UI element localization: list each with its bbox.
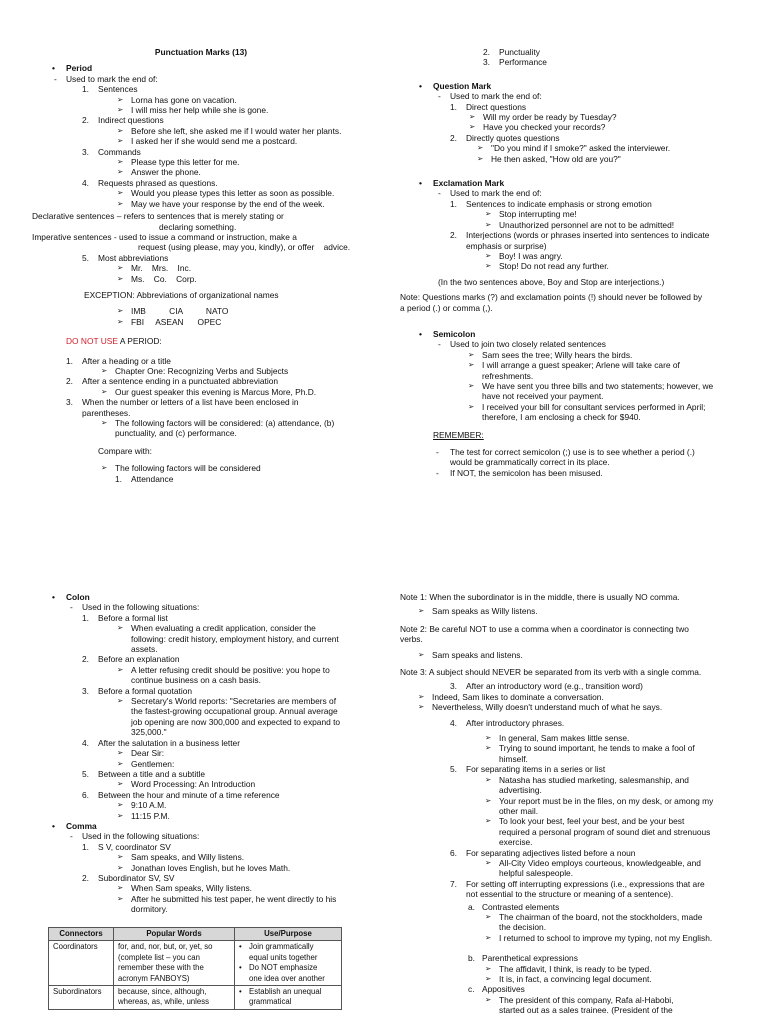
list-item: 3. Commands [82, 146, 141, 157]
bullet-icon: • [239, 942, 242, 952]
list-item: ➢ Unauthorized personnel are not to be admitted! [485, 219, 675, 230]
arrow-bullet-icon: ➢ [117, 800, 124, 810]
list-item-cont: helpful salespeople. [499, 868, 574, 879]
arrow-bullet-icon: ➢ [117, 105, 124, 115]
list-item: ➢ After he submitted his test paper, he went directly to his [117, 893, 337, 904]
table-row [49, 986, 342, 1010]
list-item: ➢ Secretary's World reports: "Secretaries are members of [117, 696, 337, 707]
note-3: Note 3: A subject should NEVER be separated from its verb with a single comma. [400, 667, 702, 678]
arrow-bullet-icon: ➢ [117, 136, 124, 146]
question-mark-heading: • Question Mark [419, 80, 492, 91]
arrow-bullet-icon: ➢ [469, 112, 476, 122]
list-item-cont: refreshments. [482, 370, 534, 381]
list-item: ➢ FBI ASEAN OPEC [117, 316, 222, 327]
list-item: ➢ Chapter One: Recognizing Verbs and Subjects [101, 365, 289, 376]
list-item: ➢ Stop interrupting me! [485, 209, 577, 220]
list-item: 5. Most abbreviations [82, 252, 169, 263]
table-cell: • Join grammatically equal units together • Do NOT emphasize one idea over another [235, 941, 342, 986]
cell-line: (complete list – you can [118, 952, 200, 962]
semicolon-heading: • Semicolon [419, 328, 476, 339]
arrow-bullet-icon: ➢ [468, 401, 475, 411]
cell-line: grammatical [249, 997, 292, 1007]
list-item: 3. Before a formal quotation [82, 685, 193, 696]
list-item: ➢ Our guest speaker this evening is Marcus More, Ph.D. [101, 386, 317, 397]
arrow-bullet-icon: ➢ [117, 852, 124, 862]
compare-label: Compare with: [98, 445, 152, 456]
declarative-definition-cont: declaring something. [159, 221, 237, 232]
comma-notes-section [400, 592, 740, 1024]
list-item-cont: parentheses. [82, 407, 131, 418]
list-item: ➢ Dear Sir: [117, 748, 165, 759]
arrow-bullet-icon: ➢ [117, 748, 124, 758]
arrow-bullet-icon: ➢ [101, 386, 108, 396]
list-item: ➢ A letter refusing credit should be positive: you hope to [117, 664, 330, 675]
list-item: 3. Performance [483, 57, 547, 68]
arrow-bullet-icon: ➢ [117, 810, 124, 820]
arrow-bullet-icon: ➢ [117, 306, 124, 316]
arrow-bullet-icon: ➢ [485, 911, 492, 921]
list-item-cont: following: credit history, employment history, and current [131, 633, 339, 644]
list-item: ➢ 11:15 P.M. [117, 810, 170, 821]
note-2: Note 2: Be careful NOT to use a comma when a coordinator is connecting two [400, 623, 689, 634]
list-item: ➢ Sam speaks as Willy listens. [418, 606, 538, 617]
table-cell: Subordinators [49, 986, 114, 1010]
list-item: ➢ Nevertheless, Willy doesn't understand much of what he says. [418, 702, 663, 713]
list-item: 4. After introductory phrases. [450, 717, 565, 728]
list-item: ➢ When Sam speaks, Willy listens. [117, 883, 253, 894]
arrow-bullet-icon: ➢ [485, 219, 492, 229]
list-item: ➢ The chairman of the board, not the stockholders, made [485, 911, 703, 922]
list-item: ➢ Sam sees the tree; Willy hears the birds. [468, 349, 633, 360]
arrow-bullet-icon: ➢ [485, 743, 492, 753]
list-item: 2. Before an explanation [82, 654, 180, 665]
list-item: ➢ I will miss her help while she is gone. [117, 105, 269, 116]
exception-note: EXCEPTION: Abbreviations of organizational names [84, 289, 279, 300]
arrow-bullet-icon: ➢ [485, 795, 492, 805]
list-item: 2. Punctuality [483, 47, 540, 57]
list-item-cont: not essential to the structure or meaning of a sentence). [466, 889, 674, 900]
list-item: ➢ "Do you mind if I smoke?" asked the interviewer. [477, 143, 671, 154]
list-item: ➢ Sam speaks and listens. [418, 649, 523, 660]
column-header: Use/Purpose [235, 928, 342, 941]
list-item: ➢ Lorna has gone on vacation. [117, 94, 237, 105]
list-item: ➢ IMB CIA NATO [117, 306, 229, 317]
arrow-bullet-icon: ➢ [469, 122, 476, 132]
list-item: ➢ Indeed, Sam likes to dominate a conversation. [418, 691, 604, 702]
arrow-bullet-icon: ➢ [117, 157, 124, 167]
arrow-bullet-icon: ➢ [418, 606, 425, 616]
list-item: b. Parenthetical expressions [468, 953, 578, 964]
list-item: ➢ It is, in fact, a convincing legal document. [485, 974, 652, 984]
list-item-cont: required a personal program of sound diet and strenuous [499, 826, 711, 837]
arrow-bullet-icon: ➢ [485, 974, 492, 983]
cell-line: for, and, nor, but, or, yet, so [118, 942, 213, 952]
list-item: - Used to mark the end of: [438, 91, 542, 102]
list-item-cont: other mail. [499, 805, 539, 816]
list-item: ➢ Stop! Do not read any further. [485, 261, 609, 272]
list-item: ➢ 9:10 A.M. [117, 800, 167, 811]
arrow-bullet-icon: ➢ [101, 463, 108, 473]
bullet-icon: • [52, 63, 55, 74]
list-item: ➢ Your report must be in the files, on my desk, or among my [485, 795, 714, 806]
list-item: 1. Sentences [82, 84, 138, 95]
arrow-bullet-icon: ➢ [418, 649, 425, 659]
list-item: 5. For separating items in a series or list [450, 764, 606, 775]
list-item: 1. Before a formal list [82, 612, 168, 623]
cell-line: remember these with the [118, 963, 204, 973]
list-item: ➢ The president of this company, Rafa al-Habobi, [485, 994, 674, 1005]
arrow-bullet-icon: ➢ [117, 893, 124, 903]
list-item: ➢ He then asked, "How old are you?" [477, 153, 621, 164]
list-item: 2. Directly quotes questions [450, 132, 560, 143]
list-item: ➢ I received your bill for consultant services performed in April; [468, 401, 706, 412]
list-item: ➢ Would you please types this letter as soon as possible. [117, 188, 335, 199]
list-item-cont: the decision. [499, 922, 547, 933]
arrow-bullet-icon: ➢ [485, 932, 492, 942]
arrow-bullet-icon: ➢ [117, 779, 124, 789]
list-item: 2. Interjections (words or phrases inserted into sentences to indicate [450, 230, 710, 241]
list-item: ➢ Please type this letter for me. [117, 157, 240, 168]
arrow-bullet-icon: ➢ [117, 664, 124, 674]
note-2-cont: verbs. [400, 634, 423, 645]
arrow-bullet-icon: ➢ [117, 188, 124, 198]
list-item: ➢ Trying to sound important, he tends to make a fool of [485, 743, 695, 754]
exclamation-mark-heading: • Exclamation Mark [419, 178, 505, 189]
list-item: - The test for correct semicolon (;) use is to see whether a period (.) [436, 447, 695, 457]
arrow-bullet-icon: ➢ [117, 94, 124, 104]
punctuation-note-cont: a period (.) or comma (,). [400, 302, 493, 313]
list-item: ➢ May we have your response by the end of the week. [117, 198, 325, 209]
remember-label: REMEMBER: [433, 429, 484, 440]
list-item-cont: 325,000." [131, 727, 167, 738]
list-item: 6. For separating adjectives listed before a noun [450, 847, 636, 858]
table-row [49, 941, 342, 986]
arrow-bullet-icon: ➢ [485, 209, 492, 219]
arrow-bullet-icon: ➢ [117, 862, 124, 872]
list-item-cont: emphasis or surprise) [466, 240, 547, 251]
list-item: ➢ We have sent you three bills and two statements; however, we [468, 380, 714, 391]
list-item: 2. Indirect questions [82, 115, 164, 126]
cell-line: equal units together [249, 952, 318, 962]
table-cell: • Establish an unequal grammatical [235, 986, 342, 1010]
list-item: 3. When the number or letters of a list have been enclosed in [66, 397, 299, 408]
list-item: ➢ Boy! I was angry. [485, 250, 563, 261]
list-item: ➢ Answer the phone. [117, 167, 201, 178]
list-item-cont: exercise. [499, 837, 533, 848]
list-item-cont: job opening are now 300,000 and expected to expand to [131, 716, 341, 727]
interjection-note: (In the two sentences above, Boy and Stop are interjections.) [438, 276, 665, 287]
list-item: - Used to mark the end of: [54, 73, 158, 84]
bullet-icon: • [239, 963, 242, 973]
arrow-bullet-icon: ➢ [468, 380, 475, 390]
list-item: 2. Subordinator SV, SV [82, 872, 175, 883]
list-item-cont: assets. [131, 644, 158, 655]
arrow-bullet-icon: ➢ [117, 263, 124, 273]
table-cell [114, 941, 235, 986]
note-1: Note 1: When the subordinator is in the middle, there is usually NO comma. [400, 592, 680, 602]
arrow-bullet-icon: ➢ [477, 143, 484, 153]
list-item: ➢ I will arrange a guest speaker; Arlene will take care of [468, 360, 680, 371]
list-item: ➢ Mr. Mrs. Inc. [117, 263, 192, 274]
list-item: ➢ Natasha has studied marketing, salesmanship, and [485, 774, 689, 785]
arrow-bullet-icon: ➢ [477, 153, 484, 163]
list-item: ➢ I returned to school to improve my typing, not my English. [485, 932, 713, 943]
column-header: Popular Words [114, 928, 235, 941]
imperative-definition-cont: request (using please, may you, kindly), or offer advice. [138, 242, 351, 253]
list-item: ➢ The affidavit, I think, is ready to be typed. [485, 963, 652, 974]
arrow-bullet-icon: ➢ [485, 816, 492, 826]
arrow-bullet-icon: ➢ [117, 883, 124, 893]
list-item: ➢ When evaluating a credit application, consider the [117, 623, 316, 634]
list-item: a. Contrasted elements [468, 901, 560, 912]
table-cell [114, 986, 235, 1010]
list-item: ➢ Ms. Co. Corp. [117, 273, 197, 284]
list-item: ➢ Before she left, she asked me if I would water her plants. [117, 125, 342, 136]
cell-line: acronym FANBOYS) [118, 973, 190, 983]
arrow-bullet-icon: ➢ [117, 167, 124, 177]
list-item: - Used to mark the end of: [438, 188, 542, 199]
list-item-cont: the fastest-growing occupational group. Annual average [131, 706, 338, 717]
list-item: ➢ To look your best, feel your best, and be your best [485, 816, 685, 827]
arrow-bullet-icon: ➢ [485, 250, 492, 260]
list-item: ➢ In general, Sam makes little sense. [485, 733, 630, 744]
arrow-bullet-icon: ➢ [117, 125, 124, 135]
list-item: ➢ The following factors will be considered: (a) attendance, (b) [101, 418, 335, 428]
question-exclamation-semicolon-section [400, 47, 736, 517]
list-item: - If NOT, the semicolon has been misused. [436, 467, 603, 478]
list-item: ➢ Will my order be ready by Tuesday? [469, 112, 617, 123]
colon-heading: • Colon [52, 592, 90, 602]
cell-line: whereas, as, while, unless [118, 997, 210, 1007]
column-header: Connectors [49, 928, 114, 941]
list-item: 5. Between a title and a subtitle [82, 768, 206, 779]
arrow-bullet-icon: ➢ [418, 691, 425, 701]
arrow-bullet-icon: ➢ [117, 758, 124, 768]
arrow-bullet-icon: ➢ [485, 261, 492, 271]
arrow-bullet-icon: ➢ [117, 623, 124, 633]
arrow-bullet-icon: ➢ [418, 702, 425, 712]
list-item: 4. Requests phrased as questions. [82, 177, 218, 188]
list-item: 3. After an introductory word (e.g., transition word) [450, 681, 643, 692]
list-item: ➢ Have you checked your records? [469, 122, 606, 133]
arrow-bullet-icon: ➢ [101, 418, 108, 427]
list-item-cont: started out as a sales trainee. (President of the [499, 1005, 673, 1016]
do-not-use-heading: DO NOT USE A PERIOD: [66, 336, 162, 347]
list-item: - Used in the following situations: [70, 602, 200, 613]
list-item: ➢ Gentlemen: [117, 758, 175, 769]
arrow-bullet-icon: ➢ [485, 994, 492, 1004]
list-item: 6. Between the hour and minute of a time reference [82, 789, 280, 800]
arrow-bullet-icon: ➢ [468, 360, 475, 370]
declarative-definition: Declarative sentences – refers to sentences that is merely stating or [32, 211, 284, 222]
list-item-cont: himself. [499, 753, 528, 764]
list-item: 1. S V, coordinator SV [82, 841, 171, 852]
list-item: c. Appositives [468, 984, 525, 995]
list-item: 1. After a heading or a title [66, 355, 171, 366]
list-item-cont: advertising. [499, 785, 542, 796]
arrow-bullet-icon: ➢ [485, 963, 492, 973]
list-item-cont: dormitory. [131, 904, 168, 915]
list-item: ➢ All-City Video employs courteous, knowledgeable, and [485, 857, 701, 868]
page-title: Punctuation Marks (13) [154, 47, 248, 57]
arrow-bullet-icon: ➢ [485, 857, 492, 867]
arrow-bullet-icon: ➢ [117, 273, 124, 283]
arrow-bullet-icon: ➢ [101, 365, 108, 375]
list-item-cont: punctuality, and (c) performance. [115, 428, 237, 439]
table-cell: Coordinators [49, 941, 114, 986]
period-heading: • Period [52, 63, 93, 74]
comma-heading: • Comma [52, 820, 97, 831]
list-item: 1. Sentences to indicate emphasis or strong emotion [450, 198, 652, 209]
punctuation-note: Note: Questions marks (?) and exclamation points (!) should never be followed by [400, 292, 703, 303]
list-item-cont: therefore, I am enclosing a check for $940. [482, 412, 641, 423]
table-header-row [49, 928, 342, 941]
arrow-bullet-icon: ➢ [117, 198, 124, 208]
cell-line: one idea over another [249, 973, 325, 983]
arrow-bullet-icon: ➢ [468, 349, 475, 359]
list-item: ➢ Word Processing: An Introduction [117, 779, 256, 790]
list-item: ➢ Sam speaks, and Willy listens. [117, 852, 245, 863]
list-item: ➢ I asked her if she would send me a postcard. [117, 136, 298, 147]
list-item: 4. After the salutation in a business letter [82, 737, 240, 748]
list-item: - Used to join two closely related sentences [438, 339, 606, 350]
list-item: 7. For setting off interrupting expressions (i.e., expressions that are [450, 878, 705, 889]
list-item: ➢ The following factors will be considered [101, 463, 261, 474]
arrow-bullet-icon: ➢ [117, 316, 124, 326]
connectors-table [48, 927, 342, 1010]
arrow-bullet-icon: ➢ [117, 696, 124, 706]
list-item-cont: would be grammatically correct in its place. [450, 457, 610, 468]
list-item: - Used in the following situations: [70, 831, 200, 842]
cell-line: because, since, although, [118, 987, 207, 997]
period-section [32, 47, 382, 517]
arrow-bullet-icon: ➢ [485, 774, 492, 784]
arrow-bullet-icon: ➢ [485, 733, 492, 743]
imperative-definition: Imperative sentences - used to issue a command or instruction, make a [32, 231, 297, 242]
list-item-cont: have not received your payment. [482, 391, 604, 402]
list-item: ➢ Jonathan loves English, but he loves Math. [117, 862, 291, 873]
list-item: 2. After a sentence ending in a punctuated abbreviation [66, 376, 279, 387]
list-item-cont: continue business on a cash basis. [131, 675, 261, 686]
list-item: 1. Direct questions [450, 101, 527, 112]
list-item: 1. Attendance [115, 473, 174, 484]
bullet-icon: • [239, 987, 242, 997]
